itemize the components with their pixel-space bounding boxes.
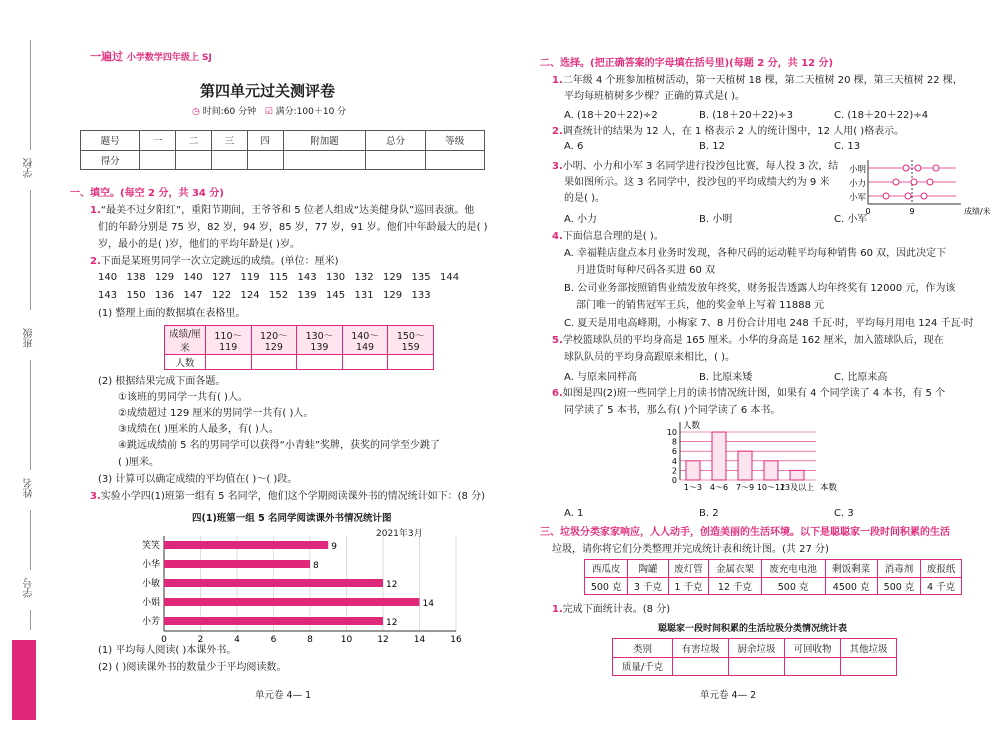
jump-value: 150: [126, 290, 146, 301]
jump-value: 140: [183, 272, 203, 283]
jump-value: 144: [440, 272, 460, 283]
dot-mark: [933, 165, 939, 171]
s2-q6-text-1: 如图是四(2)班一些同学上月的读书情况统计图，如果有 4 个同学读了 4 本书，有 5 个: [562, 388, 946, 399]
garbage-value-cell: 3 千克: [628, 577, 668, 595]
score-row-label: 得分: [81, 150, 140, 170]
dot-mark: [911, 179, 917, 185]
category-cell: [729, 657, 785, 676]
brand-spine-stamp: [12, 640, 36, 720]
jump-value: 115: [269, 272, 289, 283]
range-cell: [205, 355, 251, 370]
spine-school-label: 学校: [24, 158, 35, 178]
q3-text-1: 实验小学四(1)班第一组有 5 名同学，他们这个学期阅读课外书的情况统计如下：(8 分): [100, 491, 485, 502]
s2-q3-line-3: 的是( )。: [564, 193, 605, 204]
s2-q4-line-1: [552, 229, 664, 244]
s2-q2-line-1: [552, 124, 904, 139]
range-cell: [251, 355, 297, 370]
y-axis-label: 人数: [683, 421, 701, 431]
y-tick-label: 10: [666, 428, 677, 437]
y-tick-label: 6: [671, 447, 677, 457]
left-page: [60, 0, 490, 735]
garbage-item-cell: 废充电电池: [761, 560, 825, 578]
jump-value: 129: [155, 272, 175, 283]
section-3-title-2: 垃圾，请你将它们分类整理并完成统计表和统计图。(共 27 分): [552, 544, 829, 555]
score-header-cell: 题号: [81, 131, 140, 151]
garbage-value-cell: 500 克: [585, 577, 628, 595]
jump-value: 129: [383, 272, 403, 283]
s3-q1-number: 1.: [552, 604, 563, 615]
score-cell: [247, 150, 283, 170]
s2-q1-text-1: 二年级 4 个班参加植树活动，第一天植树 18 棵，第二天植树 20 棵，第三天植树 22 棵，: [562, 75, 963, 86]
time-limit: 时间:60 分钟: [202, 107, 257, 117]
data-label: 9: [331, 542, 337, 552]
brand-logo: [90, 48, 212, 64]
range-row-label: 人数: [165, 355, 206, 370]
spine-class-label: 班级: [24, 328, 35, 348]
brand-name: 一遍过: [90, 50, 123, 63]
category-header-cell: 有害垃圾: [673, 639, 729, 658]
section-1-title: 一、填空。(每空 2 分，共 34 分): [70, 188, 224, 199]
range-table: [164, 325, 434, 370]
category-label: 小娟: [141, 598, 160, 608]
q2-sub-1: (1) 整理上面的数据填在表格里。: [98, 308, 246, 319]
jump-value: 133: [411, 290, 431, 301]
category-label: 小芳: [141, 617, 160, 627]
s2-q4-opt-b-2: 部门唯一的销售冠军王兵，他的奖金单上写着 11888 元: [576, 300, 825, 311]
y-tick-label: 0: [671, 476, 677, 485]
checkbox-icon: ☑: [264, 107, 273, 117]
answer-option: B. 2: [699, 508, 719, 519]
q2-sub-a: ①该班的男同学一共有( )人。: [118, 392, 248, 403]
answer-option: C. 3: [834, 508, 854, 519]
category-label: 4～6: [709, 483, 729, 492]
s2-q5-line-1: [552, 333, 944, 348]
jump-value: 129: [383, 290, 403, 301]
series-label: 小学数学四年级上 SJ: [126, 53, 212, 63]
jump-value: 152: [269, 290, 289, 301]
garbage-value-cell: 12 千克: [709, 577, 761, 595]
s2-q3-number: 3.: [552, 161, 563, 172]
x-tick-label: 2: [197, 635, 204, 645]
category-header-cell: 其他垃圾: [841, 639, 897, 658]
range-cell: [297, 355, 343, 370]
y-tick-label: 2: [671, 466, 677, 476]
bar: [712, 432, 726, 480]
dot-row-label: 小力: [848, 179, 866, 189]
answer-option: C. 比原来高: [834, 372, 888, 383]
range-cell: [342, 355, 388, 370]
footer-page-1: 单元卷 4— 1: [255, 690, 312, 701]
jump-data-row-2: [98, 290, 440, 301]
clock-icon: ◷: [192, 107, 200, 117]
jump-value: 143: [297, 272, 317, 283]
bar: [686, 461, 700, 480]
category-label: 10～12: [756, 483, 786, 492]
bar: [164, 541, 328, 549]
jump-value: 127: [212, 272, 232, 283]
x-tick-label: 9: [909, 207, 915, 216]
category-label: 7～9: [735, 483, 755, 492]
answer-option: B. 12: [699, 141, 725, 152]
score-header-cell: 二: [176, 131, 212, 151]
q2-sub-b: ②成绩超过 129 厘米的男同学一共有( )人。: [118, 408, 314, 419]
x-tick-label: 16: [450, 635, 462, 645]
binding-spine: [8, 40, 60, 720]
jump-value: 130: [326, 272, 346, 283]
range-table-row: [165, 355, 434, 370]
score-cell: [283, 150, 366, 170]
score-cell: [176, 150, 212, 170]
exam-info: [192, 104, 346, 117]
s2-q5-line-2: 球队队员的平均身高跟原来相比，( )。: [564, 352, 735, 363]
s2-q3-line-1: [552, 159, 838, 174]
category-cell: [841, 657, 897, 676]
section-2-title: 二、选择。(把正确答案的字母填在括号里)(每题 2 分，共 12 分): [540, 58, 834, 69]
score-cell: [140, 150, 176, 170]
x-tick-label: 14: [413, 635, 426, 645]
dot-mark: [893, 179, 899, 185]
s2-q1-line-1: [552, 73, 963, 88]
s2-q3-text-1: 小明、小力和小军 3 名同学进行投沙包比赛，每人投 3 次，结: [562, 161, 839, 172]
score-header-cell: 一: [140, 131, 176, 151]
dot-row-label: 小军: [848, 193, 866, 203]
q1-line-1: [90, 203, 474, 218]
dot-mark: [905, 193, 911, 199]
q3-line-1: [90, 489, 485, 504]
range-header-cell: 110～119: [205, 326, 251, 355]
category-cell: [785, 657, 841, 676]
spine-id-label: 学号: [24, 578, 35, 598]
q2-number: 2.: [90, 256, 101, 267]
category-table: [612, 638, 897, 676]
score-cell: [366, 150, 425, 170]
spine-name-label: 姓名: [24, 478, 35, 498]
score-header-cell: 四: [247, 131, 283, 151]
jump-data-row-1: [98, 272, 469, 283]
answer-option: A. 小力: [564, 214, 598, 225]
garbage-value-cell: 4 千克: [921, 577, 962, 595]
bar: [164, 560, 310, 568]
x-axis-label: 成绩/米: [964, 207, 991, 216]
jump-value: 139: [297, 290, 317, 301]
jump-value: 147: [183, 290, 203, 301]
bar: [164, 598, 420, 606]
q3-number: 3.: [90, 491, 101, 502]
category-header-cell: 类别: [613, 639, 673, 658]
category-header-cell: 厨余垃圾: [729, 639, 785, 658]
answer-option: A. 6: [564, 141, 584, 152]
score-table: [80, 130, 485, 170]
dot-row-label: 小明: [848, 165, 866, 175]
s2-q2-number: 2.: [552, 126, 563, 137]
garbage-value-cell: 500 克: [761, 577, 825, 595]
answer-option: B. 比原来矮: [699, 372, 753, 383]
y-tick-label: 8: [671, 437, 677, 447]
reading-count-bar-chart: [658, 418, 878, 506]
s2-q5-options: [564, 368, 969, 383]
s2-q6-number: 6.: [552, 388, 563, 399]
category-table-header-row: [613, 639, 897, 658]
s2-q5-text-1: 学校篮球队员的平均身高是 165 厘米。小华的身高是 162 厘米，加入篮球队后，现在: [562, 335, 944, 346]
s2-q4-opt-a-1: A. 幸福鞋店盘点本月业务时发现，各种尺码的运动鞋平均每种销售 60 双，因此决定下: [564, 248, 947, 259]
range-header-cell: 130～139: [297, 326, 343, 355]
q1-line-3: 岁，最小的是( )岁，他们的平均年龄是( )岁。: [98, 239, 300, 250]
range-table-header-row: [165, 326, 434, 355]
score-header-cell: 三: [211, 131, 247, 151]
category-label: 小华: [141, 560, 160, 570]
category-row-label: 质量/千克: [613, 657, 673, 676]
q2-sub-c: ③成绩在( )厘米的人最多，有( )人。: [118, 424, 279, 435]
category-label: 小敏: [141, 579, 160, 589]
x-axis-label: 本数: [820, 483, 838, 493]
jump-value: 138: [126, 272, 146, 283]
garbage-item-cell: 废报纸: [921, 560, 962, 578]
category-label: 1～3: [683, 483, 703, 492]
full-score: 满分:100＋10 分: [275, 107, 347, 117]
s2-q2-text-1: 调查统计的结果为 12 人，在 1 格表示 2 人的统计图中，12 人用( )格表示。: [562, 126, 905, 137]
data-label: 14: [422, 599, 434, 609]
category-header-cell: 可回收物: [785, 639, 841, 658]
dot-mark: [903, 165, 909, 171]
range-header-cell: 120～129: [251, 326, 297, 355]
jump-value: 140: [98, 272, 118, 283]
answer-option: B. 小明: [699, 214, 733, 225]
garbage-item-cell: 消毒剂: [877, 560, 920, 578]
score-header-cell: 等级: [425, 131, 484, 151]
category-label: 13及以上: [779, 483, 815, 492]
range-header-cell: 成绩/厘米: [165, 326, 206, 355]
s3-q1-text: 完成下面统计表。(8 分): [562, 604, 671, 615]
jump-value: 132: [354, 272, 374, 283]
s2-q4-opt-b-1: B. 公司业务部按照销售业绩发放年终奖，财务报告透露人均年终奖有 12000 元，作为该: [564, 283, 956, 294]
dot-mark: [915, 165, 921, 171]
spine-divider: [30, 610, 31, 630]
garbage-item-cell: 西瓜皮: [585, 560, 628, 578]
category-label: 笑笑: [141, 541, 160, 551]
answer-option: A. 1: [564, 508, 584, 519]
q2-text-1: 下面是某班男同学一次立定跳远的成绩。(单位：厘米): [100, 256, 339, 267]
garbage-value-cell: 1 千克: [668, 577, 709, 595]
score-cell: [425, 150, 484, 170]
q1-line-2: 们的年龄分别是 75 岁，82 岁，94 岁，85 岁，77 岁，91 岁。他们中年龄最大的是( ): [98, 222, 488, 233]
bar: [164, 617, 383, 625]
s2-q4-text-1: 下面信息合理的是( )。: [562, 231, 664, 242]
jump-value: 135: [411, 272, 431, 283]
garbage-item-cell: 金属衣架: [709, 560, 761, 578]
s3-q1-line: [552, 602, 670, 617]
garbage-item-cell: 废灯管: [668, 560, 709, 578]
garbage-table-header-row: [585, 560, 962, 578]
q2-sub-d-2: ( )厘米。: [118, 457, 159, 468]
score-cell: [211, 150, 247, 170]
jump-value: 143: [98, 290, 118, 301]
x-tick-label: 12: [377, 635, 389, 645]
garbage-value-cell: 4500 克: [825, 577, 877, 595]
jump-value: 145: [326, 290, 346, 301]
bar: [738, 451, 752, 480]
s2-q4-opt-a-2: 月进货时每种尺码各买进 60 双: [576, 265, 716, 276]
right-page: [540, 0, 995, 735]
s2-q1-number: 1.: [552, 75, 563, 86]
spine-divider: [30, 190, 31, 310]
x-tick-label: 10: [340, 635, 353, 645]
section-3-title: 三、垃圾分类家家响应，人人动手，创造美丽的生活环境。以下是聪聪家一段时间积累的生活: [540, 527, 950, 538]
x-zero-label: 0: [865, 207, 871, 216]
category-table-row: [613, 657, 897, 676]
garbage-table-row: [585, 577, 962, 595]
garbage-table: [584, 559, 962, 595]
jump-value: 119: [240, 272, 260, 283]
x-tick-label: 6: [270, 635, 277, 645]
range-header-cell: 150～159: [388, 326, 434, 355]
s2-q4-opt-c: C. 夏天是用电高峰期，小梅家 7、8 月份合计用电 248 千瓦·时，平均每月用电 124 千瓦·时: [564, 318, 974, 329]
jump-value: 124: [240, 290, 260, 301]
s2-q4-number: 4.: [552, 231, 563, 242]
spine-divider: [30, 360, 31, 470]
dot-mark: [921, 193, 927, 199]
data-label: 8: [313, 561, 319, 571]
data-label: 12: [386, 580, 398, 590]
bar: [764, 461, 778, 480]
range-header-cell: 140～149: [342, 326, 388, 355]
answer-option: C. 13: [834, 141, 861, 152]
dot-mark: [927, 179, 933, 185]
answer-option: C. (18＋20＋22)÷4: [834, 110, 929, 121]
q3-sub-a: (1) 平均每人阅读( )本课外书。: [98, 645, 237, 656]
dot-mark: [883, 193, 889, 199]
answer-option: A. (18＋20＋22)÷2: [564, 110, 658, 121]
bar: [790, 470, 804, 480]
q1-text-1: “最美不过夕阳红”，重阳节期间，王爷爷和 5 位老人组成“达美健身队”巡回表演。他: [100, 205, 475, 216]
q2-sub-2: (2) 根据结果完成下面各题。: [98, 376, 226, 387]
jump-value: 131: [354, 290, 374, 301]
score-table-row: [81, 150, 485, 170]
category-cell: [673, 657, 729, 676]
reading-chart-date: 2021年3月: [376, 529, 423, 539]
score-table-header-row: [81, 131, 485, 151]
garbage-value-cell: 500 克: [877, 577, 920, 595]
spine-divider: [30, 510, 31, 570]
q2-sub-3: (3) 计算可以确定成绩的平均值在( )～( )段。: [98, 474, 298, 485]
s2-q1-options: [564, 106, 969, 121]
jump-value: 122: [212, 290, 232, 301]
s2-q6-line-2: 同学读了 5 本书，那么有( )个同学读了 6 本书。: [564, 405, 781, 416]
x-tick-label: 8: [307, 635, 313, 645]
y-tick-label: 4: [671, 456, 677, 466]
q2-sub-d: ④跳远成绩前 5 名的男同学可以获得“小青蛙”奖牌，获奖的同学至少跳了: [118, 440, 441, 451]
s2-q1-line-2: 平均每班植树多少棵？正确的算式是( )。: [564, 91, 745, 102]
category-table-title: 聪聪家一段时间积累的生活垃圾分类情况统计表: [658, 624, 848, 634]
bar: [164, 579, 383, 587]
garbage-item-cell: 剩饭剩菜: [825, 560, 877, 578]
reading-chart-title: 四(1)班第一组 5 名同学阅读课外书情况统计图: [192, 513, 392, 524]
s2-q3-line-2: 果如图所示。这 3 名同学中，投沙包的平均成绩大约为 9 米: [564, 177, 830, 188]
jump-value: 136: [155, 290, 175, 301]
q2-line-1: [90, 254, 339, 269]
x-tick-label: 4: [234, 635, 240, 645]
x-tick-label: 0: [161, 635, 167, 645]
throw-dot-chart: [836, 160, 996, 220]
s2-q5-number: 5.: [552, 335, 563, 346]
score-header-cell: 附加题: [283, 131, 366, 151]
s2-q6-options: [564, 508, 969, 519]
answer-option: A. 与原来同样高: [564, 372, 638, 383]
q1-number: 1.: [90, 205, 101, 216]
spine-divider: [30, 40, 31, 150]
page-title: 第四单元过关测评卷: [200, 82, 336, 100]
footer-page-2: 单元卷 4— 2: [700, 690, 757, 701]
garbage-item-cell: 陶罐: [628, 560, 668, 578]
reading-bar-chart: [130, 530, 462, 645]
data-label: 12: [386, 618, 398, 628]
answer-option: B. (18＋20＋22)÷3: [699, 110, 793, 121]
s2-q6-line-1: [552, 386, 945, 401]
q3-sub-b: (2) ( )阅读课外书的数量少于平均阅读数。: [98, 662, 287, 673]
s2-q2-options: [564, 141, 969, 152]
range-cell: [388, 355, 434, 370]
answer-option: C. 小军: [834, 214, 868, 225]
score-header-cell: 总分: [366, 131, 425, 151]
